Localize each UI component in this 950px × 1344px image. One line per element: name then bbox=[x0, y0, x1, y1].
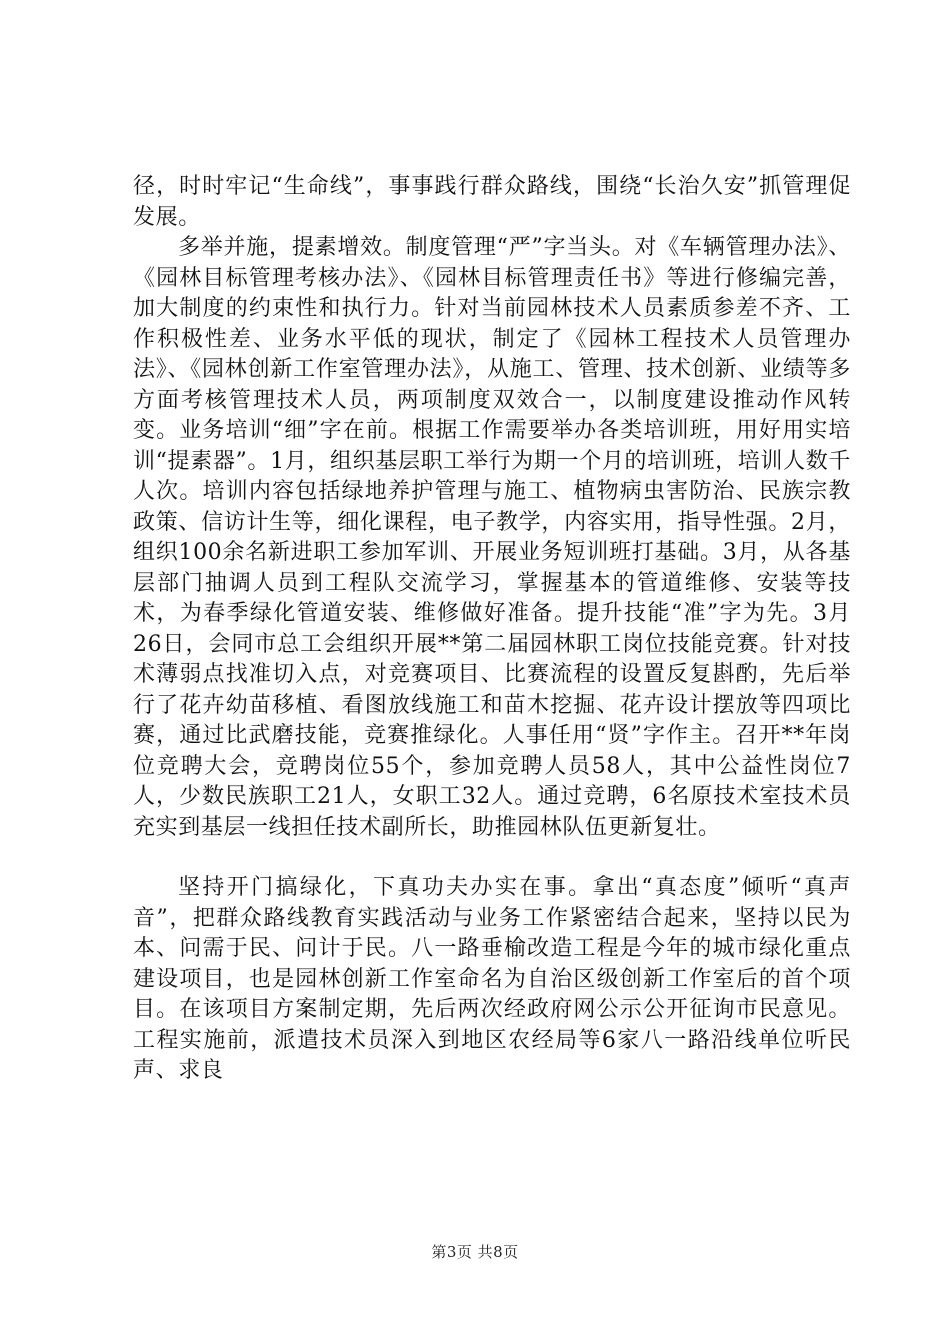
paragraph-continuation: 径，时时牢记“生命线”，事事践行群众路线，围绕“长治久安”抓管理促发展。 bbox=[133, 174, 851, 230]
paragraph-open-greening: 坚持开门搞绿化，下真功夫办实在事。拿出“真态度”倾听“真声音”，把群众路线教育实践活动与业务工作紧密结合起来，坚持以民为本、问需于民、问计于民。八一路垂榆改造工程是今年的城市绿化重点建设项目，也是园林创新工作室命名为自治区级创新工作室后的首个项目。在该项目方案制定期，先后两次经政府网公示公开征询市民意见。工程实施前，派遣技术员深入到地区农经局等6家八一路沿线单位听民声、求良 bbox=[133, 875, 851, 1083]
document-body bbox=[133, 172, 851, 1087]
paragraph-measures: 多举并施，提素增效。制度管理“严”字当头。对《车辆管理办法》、《园林目标管理考核办法》、《园林目标管理责任书》等进行修编完善，加大制度的约束性和执行力。针对当前园林技术人员素质参差不齐、工作积极性差、业务水平低的现状，制定了《园林工程技术人员管理办法》、《园林创新工作室管理办法》，从施工、管理、技术创新、业绩等多方面考核管理技术人员，两项制度双效合一，以制度建设推动作风转变。业务培训“细”字在前。根据工作需要举办各类培训班，用好用实培训“提素器”。1月，组织基层职工举行为期一个月的培训班，培训人数千人次。培训内容包括绿地养护管理与施工、植物病虫害防治、民族宗教政策、信访计生等，细化课程，电子教学，内容实用，指导性强。2月，组织100余名新进职工参加军训、开展业务短训班打基础。3月，从各基层部门抽调人员到工程队交流学习，掌握基本的管道维修、安装等技术，为春季绿化管道安装、维修做好准备。提升技能“准”字为先。3月26日，会同市总工会组织开展**第二届园林职工岗位技能竞赛。针对技术薄弱点找准切入点，对竞赛项目、比赛流程的设置反复斟酌，先后举行了花卉幼苗移植、看图放线施工和苗木挖掘、花卉设计摆放等四项比赛，通过比武磨技能，竞赛推绿化。人事任用“贤”字作主。召开**年岗位竞聘大会，竞聘岗位55个，参加竞聘人员58人，其中公益性岗位7人，少数民族职工21人，女职工32人。通过竞聘，6名原技术室技术员充实到基层一线担任技术副所长，助推园林队伍更新复壮。 bbox=[133, 235, 851, 840]
page-number-footer: 第3页 共8页 bbox=[431, 1243, 519, 1261]
